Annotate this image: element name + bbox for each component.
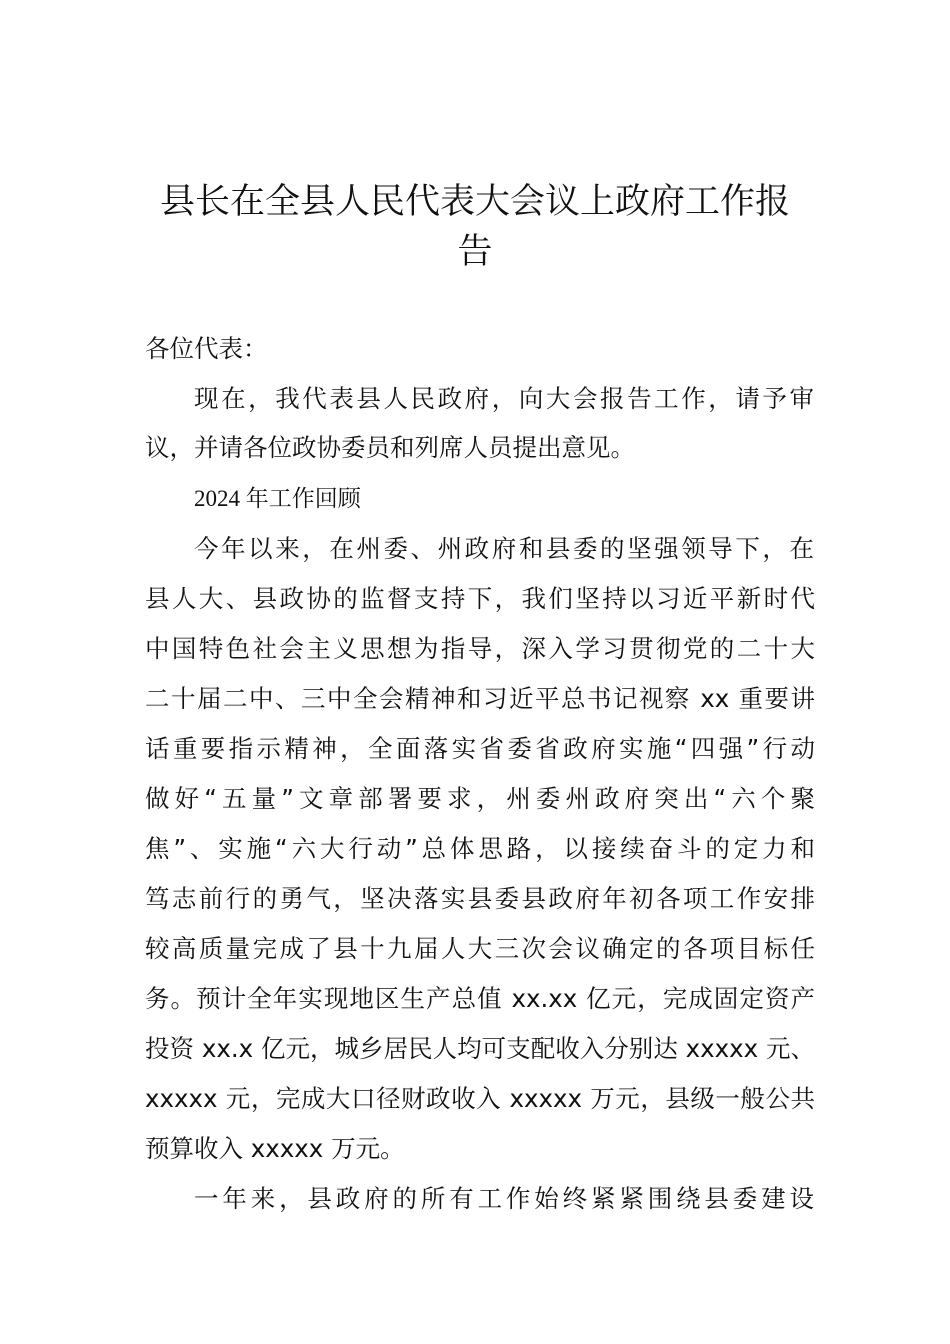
paragraph-2-line: 县人大、县政协的监督支持下，我们坚持以习近平新时代 — [145, 584, 815, 613]
paragraph-2-line: 做好“五量”文章部署要求，州委州政府突出“六个聚 — [145, 784, 815, 813]
paragraph-3-line-1: 一年来，县政府的所有工作始终紧紧围绕县委建设 — [194, 1184, 814, 1213]
paragraph-2-line: 较高质量完成了县十九届人大三次会议确定的各项目标任 — [145, 934, 815, 963]
paragraph-2-line: 话重要指示精神，全面落实省委省政府实施“四强”行动 — [145, 734, 815, 763]
paragraph-2-line: 笃志前行的勇气，坚决落实县委县政府年初各项工作安排 — [145, 884, 815, 913]
document-title-line-1: 县长在全县人民代表大会议上政府工作报 — [159, 182, 790, 222]
paragraph-2-line: 投资 xx.x 亿元，城乡居民人均可支配收入分别达 xxxxx 元、 — [145, 1034, 815, 1063]
paragraph-2-line: 今年以来，在州委、州政府和县委的坚强领导下，在 — [194, 534, 814, 563]
paragraph-2-line: 焦”、实施“六大行动”总体思路，以接续奋斗的定力和 — [145, 834, 815, 863]
section-heading: 2024 年工作回顾 — [194, 486, 361, 511]
paragraph-1-line-1: 现在，我代表县人民政府，向大会报告工作，请予审 — [194, 384, 814, 413]
salutation: 各位代表： — [145, 334, 268, 363]
paragraph-1-line-2: 议，并请各位政协委员和列席人员提出意见。 — [145, 433, 635, 462]
paragraph-2-line: 预算收入 xxxxx 万元。 — [145, 1134, 405, 1163]
paragraph-2-line: 二十届二中、三中全会精神和习近平总书记视察 xx 重要讲 — [145, 684, 815, 713]
paragraph-2-line: 中国特色社会主义思想为指导，深入学习贯彻党的二十大 — [145, 634, 815, 663]
paragraph-2-line: xxxxx 元，完成大口径财政收入 xxxxx 万元，县级一般公共 — [145, 1084, 815, 1113]
paragraph-2-line: 务。预计全年实现地区生产总值 xx.xx 亿元，完成固定资产 — [145, 984, 815, 1013]
document-title-line-2: 告 — [457, 232, 493, 272]
